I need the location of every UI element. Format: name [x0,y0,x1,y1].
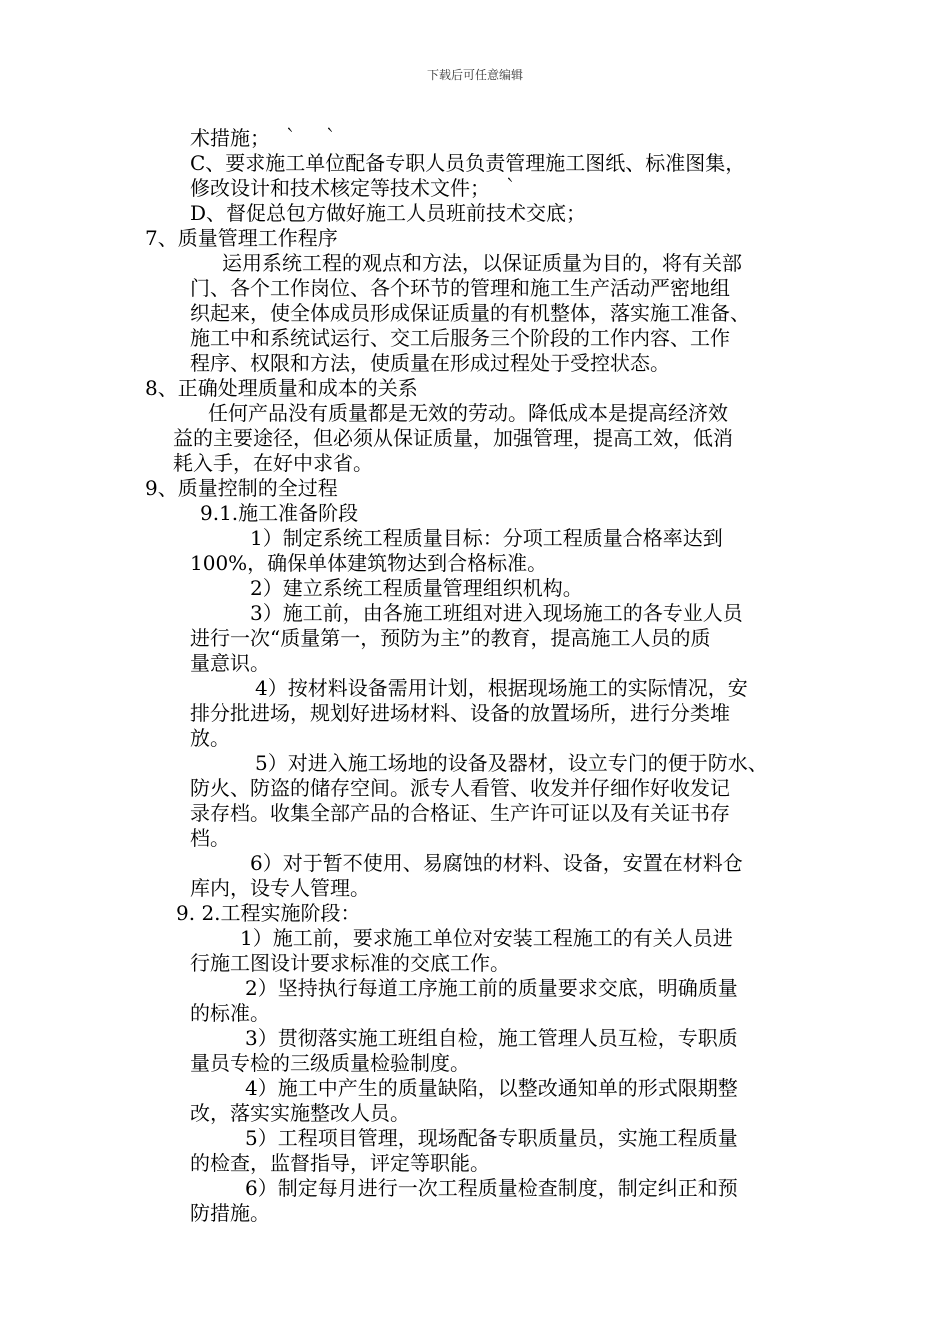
text-line: 门、各个工作岗位、各个环节的管理和施工生产活动严密地组 [190,276,730,300]
text-line: 4）施工中产生的质量缺陷，以整改通知单的形式限期整 [245,1076,738,1100]
subsection-heading: 9. 2.工程实施阶段： [176,901,361,925]
text-line: 档。 [190,826,230,850]
text-line: 运用系统工程的观点和方法，以保证质量为目的，将有关部 [222,251,742,275]
text-line: 术措施； ｀ ｀ [190,126,340,150]
section-heading: 7、质量管理工作程序 [145,226,338,250]
page-header: 下载后可任意编辑 [426,68,523,82]
text-line: 1）施工前，要求施工单位对安装工程施工的有关人员进 [240,926,733,950]
text-line: 织起来，使全体成员形成保证质量的有机整体，落实施工准备、 [190,301,750,325]
text-line: 耗入手，在好中求省。 [173,451,373,475]
text-line: 的标准。 [190,1001,270,1025]
text-line: 放。 [190,726,230,750]
text-line: 5）工程项目管理，现场配备专职质量员，实施工程质量 [245,1126,738,1150]
text-line: 进行一次“质量第一，预防为主”的教育，提高施工人员的质 [190,626,711,650]
section-heading: 8、正确处理质量和成本的关系 [145,376,418,400]
text-line: 6）对于暂不使用、易腐蚀的材料、设备，安置在材料仓 [250,851,743,875]
text-line: 3）贯彻落实施工班组自检，施工管理人员互检，专职质 [245,1026,738,1050]
text-line: 3）施工前，由各施工班组对进入现场施工的各专业人员 [250,601,743,625]
text-line: 排分批进场，规划好进场材料、设备的放置场所，进行分类堆 [190,701,730,725]
text-line: 修改设计和技术核定等技术文件； ｀ [190,176,520,200]
text-line: 2）坚持执行每道工序施工前的质量要求交底，明确质量 [245,976,738,1000]
text-line: 1）制定系统工程质量目标：分项工程质量合格率达到 [250,526,723,550]
text-line: 程序、权限和方法，使质量在形成过程处于受控状态。 [190,351,670,375]
text-line: 5）对进入施工场地的设备及器材，设立专门的便于防水、 [255,751,768,775]
text-line: 量意识。 [190,651,270,675]
section-heading: 9、质量控制的全过程 [145,476,338,500]
text-line: 施工中和系统试运行、交工后服务三个阶段的工作内容、工作 [190,326,730,350]
text-line: 6）制定每月进行一次工程质量检查制度，制定纠正和预 [245,1176,738,1200]
text-line: 量员专检的三级质量检验制度。 [190,1051,470,1075]
text-line: D、督促总包方做好施工人员班前技术交底； [190,201,587,225]
text-line: 防火、防盗的储存空间。派专人看管、收发并仔细作好收发记 [190,776,730,800]
text-line: 2）建立系统工程质量管理组织机构。 [250,576,583,600]
text-line: 库内，设专人管理。 [190,876,370,900]
text-line: 4）按材料设备需用计划，根据现场施工的实际情况，安 [255,676,748,700]
text-line: 录存档。收集全部产品的合格证、生产许可证以及有关证书存 [190,801,730,825]
text-line: 行施工图设计要求标准的交底工作。 [190,951,510,975]
text-line: 100%，确保单体建筑物达到合格标准。 [190,551,548,575]
text-line: 益的主要途径，但必须从保证质量，加强管理，提高工效，低消 [173,426,733,450]
text-line: 任何产品没有质量都是无效的劳动。降低成本是提高经济效 [208,401,728,425]
text-line: 防措施。 [190,1201,270,1225]
text-line: 的检查，监督指导，评定等职能。 [190,1151,490,1175]
text-line: C、要求施工单位配备专职人员负责管理施工图纸、标准图集， [190,151,746,175]
subsection-heading: 9.1.施工准备阶段 [200,501,359,525]
text-line: 改，落实实施整改人员。 [190,1101,410,1125]
